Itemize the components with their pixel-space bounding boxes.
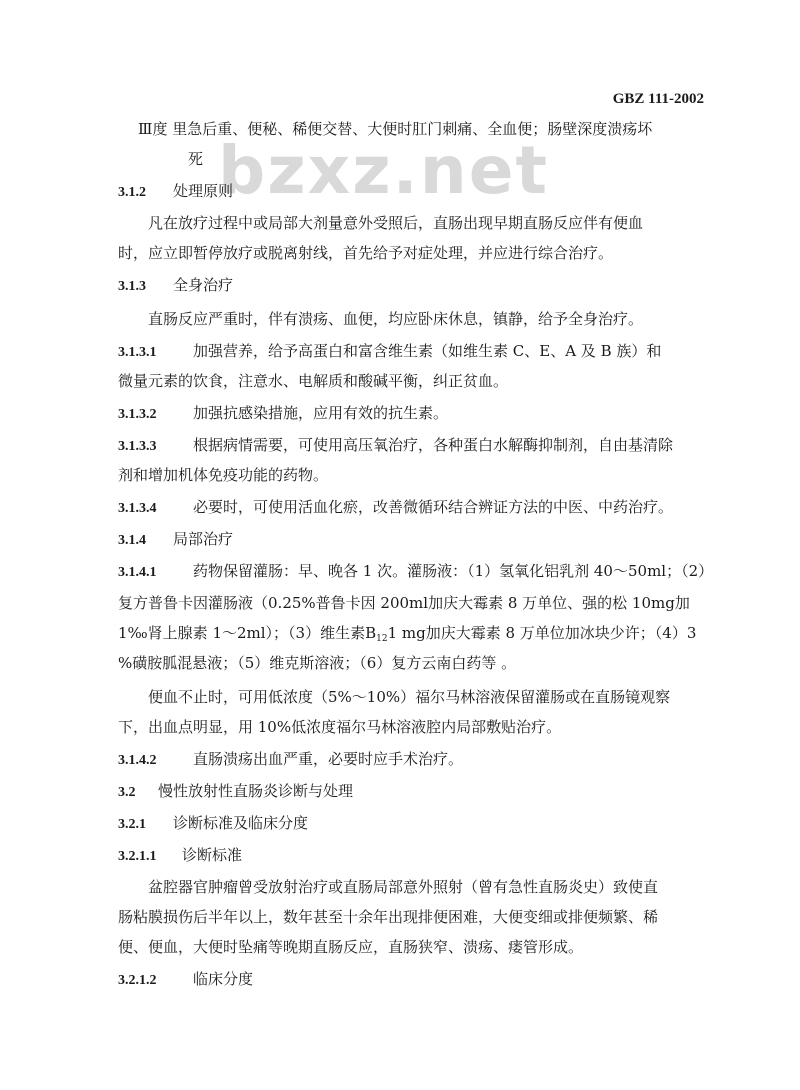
section-title: 局部治疗 xyxy=(173,530,234,548)
section-3-1-4-heading xyxy=(118,528,233,552)
standard-number: GBZ 111-2002 xyxy=(612,91,704,107)
paragraph-line: 便、便血，大便时坠痛等晚期直肠反应，直肠狭窄、溃疡、瘘管形成。 xyxy=(118,938,584,956)
section-3-1-2-heading xyxy=(118,180,233,204)
section-number: 3.2.1 xyxy=(118,817,146,832)
paragraph-line: 复方普鲁卡因灌肠液（0.25%普鲁卡因 200ml加庆大霉素 8 万单位、强的松 10mg加 xyxy=(118,594,690,612)
section-number: 3.1.2 xyxy=(118,185,146,200)
item-3-1-3-4 xyxy=(118,496,673,520)
section-number: 3.1.3 xyxy=(118,279,146,294)
paragraph-line: 盆腔器官肿瘤曾受放射治疗或直肠局部意外照射（曾有急性直肠炎史）致使直 xyxy=(148,878,659,896)
paragraph-line: 下，出血点明显，用 10%低浓度福尔马林溶液腔内局部敷贴治疗。 xyxy=(118,718,562,736)
item-text: 药物保留灌肠：早、晚各 1 次。灌肠液：（1）氢氧化铝乳剂 40～50ml；（2） xyxy=(193,562,714,580)
section-number: 3.2.1.1 xyxy=(118,849,157,864)
section-title: 慢性放射性直肠炎诊断与处理 xyxy=(158,782,354,800)
item-number: 3.1.3.4 xyxy=(118,501,157,516)
section-title: 处理原则 xyxy=(173,182,234,200)
item-3-1-3-1 xyxy=(118,340,661,364)
section-number: 3.2 xyxy=(118,785,136,800)
watermark: bzxz.net xyxy=(218,132,550,209)
grade-iii-line: Ⅲ度 里急后重、便秘、稀便交替、大便时肛门刺痛、全血便；肠壁深度溃疡坏 xyxy=(138,120,653,138)
paragraph-line: %磺胺胍混悬液；（5）维克斯溶液；（6）复方云南白药等 。 xyxy=(118,654,517,672)
item-number: 3.1.4.1 xyxy=(118,565,157,580)
section-title: 诊断标准及临床分度 xyxy=(173,814,309,832)
section-title: 临床分度 xyxy=(193,970,254,988)
item-3-1-3-2 xyxy=(118,402,448,426)
item-text: 加强抗感染措施，应用有效的抗生素。 xyxy=(193,404,449,422)
item-text: 加强营养，给予高蛋白和富含维生素（如维生素 C、E、A 及 B 族）和 xyxy=(193,342,662,360)
item-number: 3.1.3.1 xyxy=(118,345,157,360)
paragraph-line: 肠粘膜损伤后半年以上，数年甚至十余年出现排便困难，大便变细或排便频繁、稀 xyxy=(118,908,659,926)
item-text: 直肠溃疡出血严重，必要时应手术治疗。 xyxy=(193,750,464,768)
item-3-1-4-2 xyxy=(118,748,463,772)
paragraph-line: 便血不止时，可用低浓度（5%～10%）福尔马林溶液保留灌肠或在直肠镜观察 xyxy=(148,688,671,706)
paragraph-line xyxy=(118,622,696,650)
section-3-2-1-2-heading xyxy=(118,968,253,992)
subscript-12: 12 xyxy=(376,634,388,644)
item-text: 必要时，可使用活血化瘀，改善微循环结合辨证方法的中医、中药治疗。 xyxy=(193,498,674,516)
section-3-2-1-heading xyxy=(118,812,308,836)
text-run: 1 mg加庆大霉素 8 万单位加冰块少许；（4）3 xyxy=(387,624,697,642)
paragraph-line: 剂和增加机体免疫功能的药物。 xyxy=(118,466,329,484)
item-3-1-3-3 xyxy=(118,434,673,458)
grade-iii-line-cont: 死 xyxy=(188,150,204,168)
section-3-2-heading xyxy=(118,780,353,804)
section-title: 全身治疗 xyxy=(173,276,234,294)
item-text: 根据病情需要，可使用高压氧治疗，各种蛋白水解酶抑制剂，自由基清除 xyxy=(193,436,674,454)
section-number: 3.1.4 xyxy=(118,533,146,548)
paragraph-line: 凡在放疗过程中或局部大剂量意外受照后，直肠出现早期直肠反应伴有便血 xyxy=(148,214,644,232)
item-number: 3.1.3.2 xyxy=(118,407,157,422)
paragraph-line: 直肠反应严重时，伴有溃疡、血便，均应卧床休息，镇静，给予全身治疗。 xyxy=(148,310,644,328)
section-3-1-3-heading xyxy=(118,274,233,298)
section-title: 诊断标准 xyxy=(182,846,243,864)
text-run: 1‰肾上腺素 1～2ml）；（3）维生素B xyxy=(118,624,377,642)
paragraph-line: 时，应立即暂停放疗或脱离射线，首先给予对症处理，并应进行综合治疗。 xyxy=(118,244,614,262)
section-number: 3.2.1.2 xyxy=(118,973,157,988)
paragraph-line: 微量元素的饮食，注意水、电解质和酸碱平衡，纠正贫血。 xyxy=(118,372,509,390)
item-3-1-4-1 xyxy=(118,560,713,584)
item-number: 3.1.3.3 xyxy=(118,439,157,454)
section-3-2-1-1-heading xyxy=(118,844,242,868)
item-number: 3.1.4.2 xyxy=(118,753,157,768)
